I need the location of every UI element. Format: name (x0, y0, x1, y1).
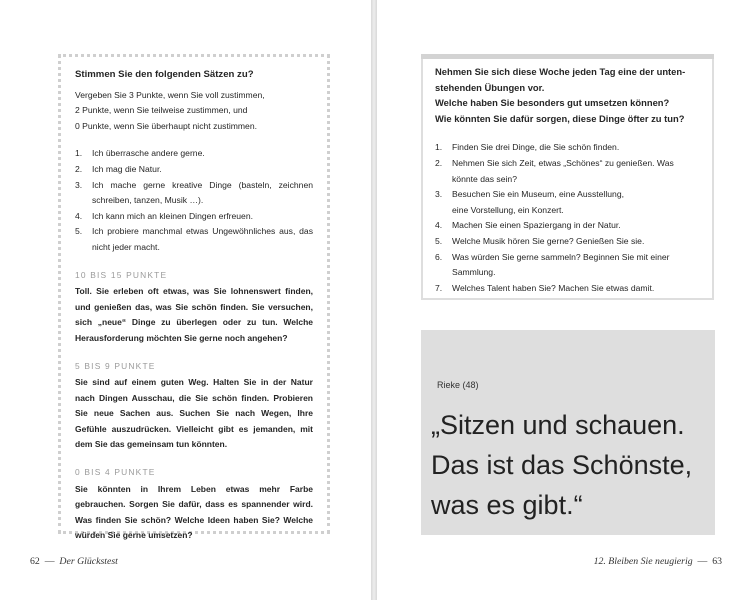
quiz-title: Stimmen Sie den folgenden Sätzen zu? (75, 69, 254, 80)
list-item (75, 224, 313, 255)
list-item (75, 209, 313, 225)
list-item (435, 187, 705, 218)
item-text: Ich überrasche andere gerne. (92, 148, 205, 159)
left-footer (30, 556, 118, 567)
item-text: Ich mache gerne kreative Dinge (basteln, zeichnen schreiben, tanzen, Musik …). (92, 179, 313, 206)
score-heading: 5 BIS 9 PUNKTE (75, 360, 156, 371)
quote-author: Rieke (48) (437, 380, 479, 390)
item-number: 3. (435, 189, 443, 200)
score-heading: 0 BIS 4 PUNKTE (75, 467, 156, 478)
quote-text (431, 405, 715, 525)
score-text: Sie sind auf einem guten Weg. Halten Sie in der Natur nach Dingen Ausschau, die Sie schön finden. Probieren Sie neue Sachen aus. Suchen Sie nach Wegen, Ihre Gefühle auszudrücken. Vielleicht gibt es jemanden, mit dem Sie das gemeinsam tun könnten. (75, 377, 313, 450)
item-text: könnte das sein? (452, 173, 517, 184)
item-number: 7. (435, 282, 443, 293)
item-number: 5. (435, 235, 443, 246)
list-item (75, 178, 313, 209)
exercise-title-line: Nehmen Sie sich diese Woche jeden Tag eine der unten- (435, 66, 686, 77)
running-title: 12. Bleiben Sie neugierig (593, 556, 693, 567)
list-item (435, 156, 705, 187)
score-heading: 10 BIS 15 PUNKTE (75, 269, 168, 280)
item-number: 1. (435, 142, 443, 153)
item-text: Ich probiere manchmal etwas Ungewöhnliches aus, das nicht jeder macht. (92, 226, 313, 252)
item-number: 4. (435, 220, 443, 231)
exercise-title-line: Welche haben Sie besonders gut umsetzen können? (435, 97, 670, 109)
left-page (0, 0, 371, 600)
item-number: 2. (435, 157, 443, 168)
list-item (75, 146, 313, 162)
exercise-title-line: stehenden Übungen vor. (435, 81, 545, 93)
right-page (377, 0, 750, 600)
list-item (75, 162, 313, 178)
item-text: eine Vorstellung, ein Konzert. (452, 204, 564, 215)
item-number: 6. (435, 251, 443, 262)
frame-line (421, 59, 423, 300)
page-number: 62 (30, 556, 40, 567)
item-text: Welches Talent haben Sie? Machen Sie etwas damit. (452, 282, 655, 293)
score-text: Toll. Sie erleben oft etwas, was Sie lohnenswert finden, und genießen das, was Sie schön finden. Sie versuchen, sich „neue“ Dinge zu überlegen oder zu tun. Welche Herausforderung möchten Sie gerne noch angehen? (75, 286, 313, 343)
score-text: Sie könnten in Ihrem Leben etwas mehr Farbe gebrauchen. Sorgen Sie dafür, dass es spannender wird. Was finden Sie schön? Welche Ideen haben Sie? Welche würden Sie gerne umsetzen? (75, 483, 313, 541)
list-item (435, 250, 705, 281)
item-text: Nehmen Sie sich Zeit, etwas „Schönes“ zu genießen. Was (452, 157, 674, 168)
item-number: 2. (75, 163, 83, 174)
footer-dash: — (697, 556, 708, 567)
quiz-instruction: 0 Punkte, wenn Sie überhaupt nicht zustimmen. (75, 120, 258, 131)
quiz-box (58, 54, 330, 541)
quote-line: was es gibt.“ (431, 490, 583, 520)
item-number: 5. (75, 226, 83, 237)
frame-line (712, 59, 714, 300)
item-number: 4. (75, 210, 83, 221)
quiz-instruction: 2 Punkte, wenn Sie teilweise zustimmen, und (75, 105, 248, 116)
frame-line (421, 298, 714, 300)
exercise-title-line: Wie könnten Sie dafür sorgen, diese Dinge öfter zu tun? (435, 112, 685, 124)
item-text: Finden Sie drei Dinge, die Sie schön finden. (452, 142, 620, 153)
list-item (435, 140, 705, 156)
quote-line: „Sitzen und schauen. (431, 410, 685, 440)
item-number: 3. (75, 179, 83, 190)
list-item (435, 234, 705, 250)
item-text: Welche Musik hören Sie gerne? Genießen Sie sie. (452, 235, 645, 246)
page-number: 63 (712, 556, 722, 567)
quiz-statements (75, 146, 313, 255)
quiz-instruction: Vergeben Sie 3 Punkte, wenn Sie voll zustimmen, (75, 89, 265, 100)
running-title: Der Glückstest (59, 556, 118, 567)
item-number: 1. (75, 148, 83, 159)
right-footer (594, 556, 722, 567)
item-text: Sammlung. (452, 267, 496, 278)
quote-line: Das ist das Schönste, (431, 450, 693, 480)
item-text: Machen Sie einen Spaziergang in der Natur. (452, 220, 621, 231)
item-text: Was würden Sie gerne sammeln? Beginnen Sie mit einer (452, 251, 670, 262)
item-text: Ich kann mich an kleinen Dingen erfreuen. (92, 210, 253, 221)
exercise-box (435, 54, 705, 296)
footer-dash: — (44, 556, 55, 567)
item-text: Besuchen Sie ein Museum, eine Ausstellung, (452, 189, 624, 200)
list-item (435, 218, 705, 234)
exercise-list (435, 140, 705, 296)
list-item (435, 281, 705, 297)
quote-box (421, 330, 715, 535)
item-text: Ich mag die Natur. (92, 163, 162, 174)
